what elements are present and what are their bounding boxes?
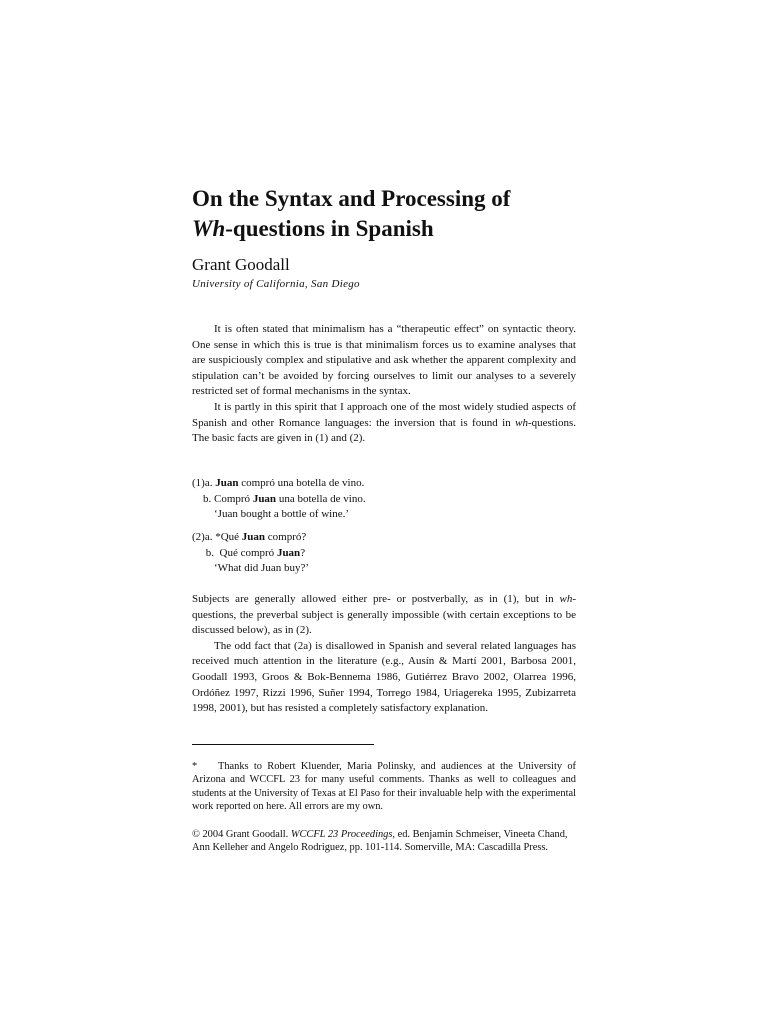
author-affiliation: University of California, San Diego — [192, 278, 360, 290]
paper-title — [192, 184, 612, 244]
example-1a: (1)a. Juan compró una botella de vino. — [192, 477, 365, 489]
body-paragraphs — [192, 592, 576, 717]
copyright-text — [192, 828, 576, 855]
paragraph-2-text-b: -questions. The basic facts are given in (1) and (2). — [192, 416, 576, 445]
paragraph-1: It is often stated that minimalism has a “therapeutic effect” on syntactic theory. One sense in which this is true is that minimalism forces us to examine analyses that are suspiciously complex and stipulative and ask whether the apparent complexity and stipulation can’t be avoided by forcing ourselves to limit our analyses to a severely restricted set of formal mechanisms in the syntax. — [192, 323, 576, 398]
example-1 — [192, 476, 576, 523]
copyright-text-a: © 2004 Grant Goodall. — [192, 829, 291, 840]
paragraph-2 — [192, 400, 576, 447]
example-1-gloss: ‘Juan bought a bottle of wine.’ — [192, 508, 350, 521]
copyright-text-b: , ed. Benjamin Schmeiser, Vineeta Chand, Ann Kelleher and Angelo Rodriguez, pp. 101-114. Somerville, MA: Cascadilla Press. — [192, 829, 568, 854]
example-2 — [192, 530, 576, 577]
paragraph-3-italic: wh — [559, 593, 573, 605]
paragraph-2-italic: wh — [515, 416, 529, 429]
footnote — [192, 760, 576, 814]
paragraph-3-text-b: -questions, the preverbal subject is generally impossible (with certain exceptions to be discussed below), as in (2). — [192, 593, 576, 637]
title-wh-italic: Wh — [192, 216, 226, 241]
author-name: Grant Goodall — [192, 255, 290, 274]
paragraph-3-text-a: Subjects are generally allowed either pre- or postverbally, as in (1), but in — [192, 593, 560, 605]
example-2-gloss: ‘What did Juan buy?’ — [192, 562, 309, 575]
title-line-2: -questions in Spanish — [225, 216, 434, 241]
paragraph-2-text-a: It is partly in this spirit that I approach one of the most widely studied aspects of Spanish and other Romance languages: the inversion that is found in — [192, 400, 576, 429]
example-2a: (2)a. *Qué Juan compró? — [192, 531, 307, 543]
footnote-divider — [192, 744, 374, 745]
title-line-1: On the Syntax and Processing of — [192, 186, 511, 211]
example-1b: b. Compró Juan una botella de vino. — [192, 492, 366, 505]
footnote-text: * Thanks to Robert Kluender, Maria Polinsky, and audiences at the University of Arizona and WCCFL 23 for many useful comments. Thanks as well to colleagues and students at the University of Texas at El Paso for their invaluable help with the experimental work reported on here. All errors are my own. — [192, 761, 576, 813]
copyright-notice — [192, 828, 576, 855]
example-2b: b. Qué compró Juan? — [192, 546, 306, 559]
paragraph-3 — [192, 592, 576, 639]
intro-paragraphs — [192, 322, 576, 447]
paragraph-4: The odd fact that (2a) is disallowed in Spanish and several related languages has received much attention in the literature (e.g., Ausín & Martí 2001, Barbosa 2001, Goodall 1993, Groos & Bok-Bennema 1986, Gutiérrez Bravo 2002, Olarrea 1996, Ordóñez 1997, Rizzi 1996, Suñer 1994, Torrego 1984, Uriagereka 1995, Zubizarreta 1998, 2001), but has resisted a completely satisfactory explanation. — [192, 639, 576, 715]
copyright-proceedings-italic: WCCFL 23 Proceedings — [290, 829, 393, 840]
